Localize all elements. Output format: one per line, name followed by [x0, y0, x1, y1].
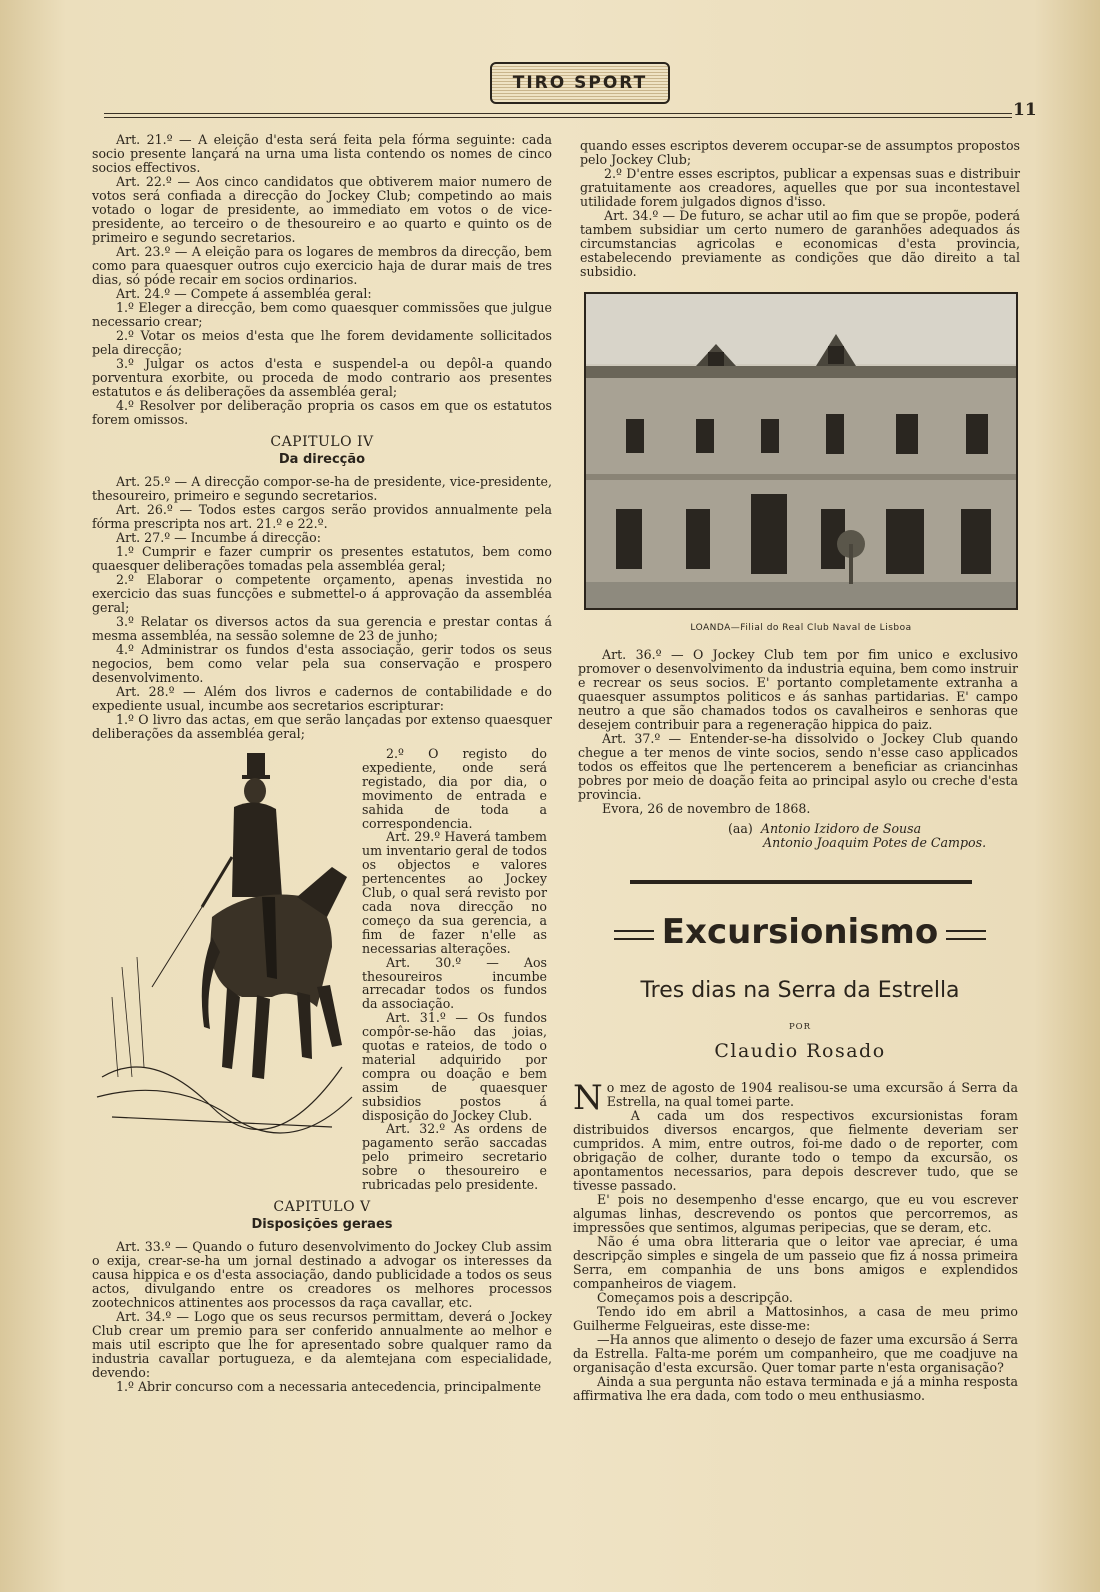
paragraph: 2.º Votar os meios d'esta que lhe forem devidamente sollicitados pela direcção; [92, 328, 552, 357]
paragraph: 4.º Resolver por deliberação propria os casos em que os estatutos forem omissos. [92, 398, 552, 427]
title-ornament-right [946, 930, 986, 940]
first-paragraph [573, 1078, 1018, 1118]
article-subtitle: Tres dias na Serra da Estrella [640, 978, 960, 1003]
paragraph: Art. 21.º — A eleição d'esta será feita pela fórma seguinte: cada socio presente lançará na urna uma lista contendo os nomes de cinco socios effectivos. [92, 132, 552, 175]
paragraph: Art. 30.º — Aos thesoureiros incumbe arrecadar todos os fundos da associação. [362, 954, 547, 1012]
page-number: 11 [1013, 100, 1037, 120]
signatures [578, 822, 1018, 850]
paragraph: Art. 28.º — Além dos livros e cadernos de contabilidade e do expediente usual, incumbe aos secretarios escripturar: [92, 684, 552, 713]
building-photo-image [586, 294, 1016, 608]
paragraph: Art. 34.º — De futuro, se achar util ao fim que se propõe, poderá tambem subsidiar um certo numero de garanhões adequados ás circumstancias agricolas e economicas d'esta provincia, estabelecendo previamente as condições que dão direito a tal subsidio. [580, 208, 1020, 279]
paragraph: 1.º Cumprir e fazer cumprir os presentes estatutos, bem como quaesquer deliberações tomadas pela assembléa geral; [92, 544, 552, 573]
paragraph: Art. 32.º As ordens de pagamento serão saccadas pelo primeiro secretario sobre o thesoureiro e rubricadas pelo presidente. [362, 1121, 547, 1193]
paragraph: 3.º Julgar os actos d'esta e suspendel-a ou depôl-a quando porventura exorbite, ou proceda de modo contrario aos presentes estatutos e ás deliberações da assembléa geral; [92, 356, 552, 399]
paragraph: 2.º Elaborar o competente orçamento, apenas investida no exercicio das suas funcções e submettel-o á approvação da assembléa geral; [92, 572, 552, 615]
left-column [92, 133, 552, 1394]
photo-caption: LOANDA—Filial do Real Club Naval de Lisboa [690, 623, 912, 633]
chapter-subheading: Disposições geraes [251, 1217, 393, 1232]
right-column-top [580, 139, 1020, 279]
paragraph: —Ha annos que alimento o desejo de fazer uma excursão á Serra da Estrella. Falta-me porém um companheiro, que me coadjuve na organisação d'esta excursão. Quer tomar parte n'esta organisação? [573, 1332, 1018, 1375]
paragraph: 1.º Abrir concurso com a necessaria antecedencia, principalmente [116, 1379, 542, 1394]
paragraph: 2.º O registo do expediente, onde será registado, dia por dia, o movimento de entrada e sahida de toda a correspondencia. [362, 746, 547, 831]
paragraph: 3.º Relatar os diversos actos da sua gerencia e prestar contas á mesma assembléa, na sessão solemne de 23 de junho; [92, 614, 552, 643]
paragraph: Art. 23.º — A eleição para os logares de membros da direcção, bem como para quaesquer outros cujo exercicio haja de durar mais de tres dias, só póde recair em socios ordinarios. [92, 244, 552, 287]
paragraph: Art. 37.º — Entender-se-ha dissolvido o Jockey Club quando chegue a ter menos de vinte socios, sendo n'esse caso applicados todos os effeitos que lhe pertencerem a beneficiar as criancinhas pobres por meio de doação feita ao principal asylo ou creche d'esta provincia. [578, 731, 1018, 802]
section-title: Excursionismo [661, 912, 939, 952]
illustrated-section [92, 747, 552, 1192]
paragraph: Art. 25.º — A direcção compor-se-ha de presidente, vice-presidente, thesoureiro, primeiro e segundo secretarios. [92, 474, 552, 503]
section-divider [630, 880, 972, 884]
article-body [573, 1078, 1018, 1403]
paragraph: Art. 34.º — Logo que os seus recursos permittam, deverá o Jockey Club crear um premio para ser conferido annualmente ao melhor e mais util escripto que lhe for apresentado sobre qualquer ramo da industria cavallar portugueza, e da alemtejana com especialidade, devendo: [92, 1309, 552, 1380]
paragraph: Art. 36.º — O Jockey Club tem por fim unico e exclusivo promover o desenvolvimento da industria equina, bem como instruir e recrear os seus socios. E' portanto completamente extranha a quaesquer assumptos politicos e ás sanhas partidarias. E' campo neutro a que são chamados todos os cavalheiros e senhoras que desejem contribuir para a regeneração hippica do paiz. [578, 647, 1018, 732]
masthead-text: TIRO SPORT [512, 73, 648, 93]
paragraph: A cada um dos respectivos excursionistas foram distribuidos diversos encargos, que fielmente deveriam ser cumpridos. A mim, entre outros, foi-me dado o de reporter, com obrigação de colher, durante todo o tempo da excursão, os apontamentos necessarios, para depois descrever tudo, que se tivesse passado. [573, 1108, 1018, 1193]
paragraph: Tendo ido em abril a Mattosinhos, a casa de meu primo Guilherme Felgueiras, este disse-me: [573, 1304, 1018, 1333]
paragraph: quando esses escriptos deverem occupar-se de assumptos propostos pelo Jockey Club; [580, 138, 1020, 167]
horse-rider-illustration [92, 747, 354, 1137]
chapter-subheading: Da direcção [278, 452, 366, 467]
paragraph: Ainda a sua pergunta não estava terminada e já a minha resposta affirmativa lhe era dada, com todo o meu enthusiasmo. [573, 1374, 1018, 1403]
first-paragraph-text: o mez de agosto de 1904 realisou-se uma excursão á Serra da Estrella, na qual tomei parte. [606, 1080, 1018, 1109]
paragraph: Não é uma obra litteraria que o leitor vae apreciar, é uma descripção simples e singela de um passeio que fiz á nossa primeira Serra, em companhia de uns bons amigos e explendidos companheiros de viagem. [573, 1234, 1018, 1291]
chapter-heading: CAPITULO V [273, 1199, 371, 1215]
header-rule [104, 113, 1012, 114]
paragraph: Começamos pois a descripção. [597, 1290, 793, 1305]
paragraph: E' pois no desempenho d'esse encargo, que eu vou escrever algumas linhas, descrevendo os pontos que percorremos, as impressões que sentimos, algumas peripecias, que se deram, etc. [573, 1192, 1018, 1235]
narrow-text-column [362, 747, 547, 1192]
paragraph: 2.º D'entre esses escriptos, publicar a expensas suas e distribuir gratuitamente aos creadores, aquelles que por sua incontestavel utilidade forem julgados dignos d'isso. [580, 166, 1020, 209]
paragraph: Art. 26.º — Todos estes cargos serão providos annualmente pela fórma prescripta nos art. 21.º e 22.º. [92, 502, 552, 531]
signature-2: Antonio Joaquim Potes de Campos. [763, 835, 987, 850]
signature-1: Antonio Izidoro de Sousa [760, 821, 922, 836]
chapter-heading: CAPITULO IV [270, 434, 374, 450]
paragraph: Art. 24.º — Compete á assembléa geral: [116, 286, 372, 301]
paragraph: Evora, 26 de novembro de 1868. [602, 801, 811, 816]
paragraph: Art. 27.º — Incumbe á direcção: [116, 530, 321, 545]
paragraph: 4.º Administrar os fundos d'esta associação, gerir todos os seus negocios, bem como velar pela sua conservação e prospero desenvolvimento. [92, 642, 552, 685]
paragraph: Art. 22.º — Aos cinco candidatos que obtiverem maior numero de votos será confiada a direcção do Jockey Club; competindo ao mais votado o logar de presidente, ao immediato em votos o de vice-presidente, ao terceiro o de thesoureiro e ao quarto e quinto os de primeiro e segundo secretarios. [92, 174, 552, 245]
paragraph: Art. 31.º — Os fundos compôr-se-hão das joias, quotas e rateios, de todo o material adquirido por compra ou doação e bem assim de quaesquer subsidios postos á disposição do Jockey Club. [362, 1010, 547, 1123]
masthead-logo [490, 62, 666, 110]
byline-prefix: POR [788, 1022, 812, 1032]
paragraph: Art. 29.º Haverá tambem um inventario geral de todos os objectos e valores pertencentes ao Jockey Club, o qual será revisto por cada nova direcção no começo da sua gerencia, a fim de fazer n'elle as necessarias alterações. [362, 829, 547, 956]
paragraph: 1.º O livro das actas, em que serão lançadas por extenso quaesquer deliberações da assembléa geral; [92, 712, 552, 741]
paragraph: Art. 33.º — Quando o futuro desenvolvimento do Jockey Club assim o exija, crear-se-ha um jornal destinado a advogar os interesses da causa hippica e os d'esta associação, dando publicidade a todos os seus actos, divulgando entre os creadores os melhores processos zootechnicos attinentes aos processos da raça cavallar, etc. [92, 1239, 552, 1310]
author-name: Claudio Rosado [714, 1040, 886, 1062]
drop-cap: N [573, 1078, 603, 1118]
right-column-middle [578, 648, 1018, 850]
building-photo [584, 292, 1018, 610]
paragraph: 1.º Eleger a direcção, bem como quaesquer commissões que julgue necessario crear; [92, 300, 552, 329]
header-rule-secondary [104, 117, 1012, 118]
signature-prefix: (aa) [728, 821, 753, 836]
